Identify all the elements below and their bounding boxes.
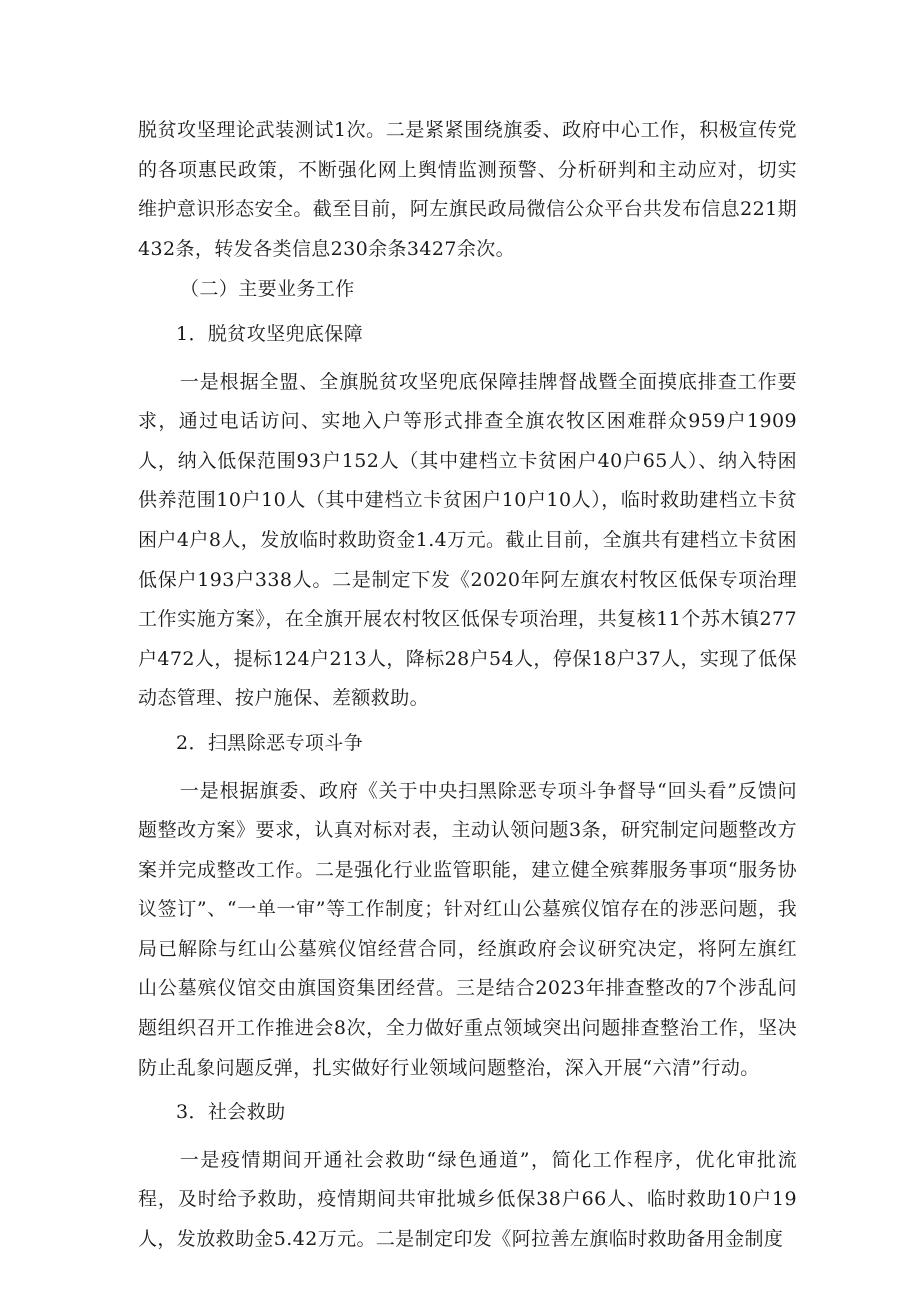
subsection-heading-3: 3．社会救助 (176, 1101, 286, 1124)
section-heading: （二）主要业务工作 (180, 278, 355, 301)
subsection-body-1: 一是根据全盟、全旗脱贫攻坚兜底保障挂牌督战暨全面摸底排查工作要求，通过电话访问、实地入户等形式排查全旗农牧区困难群众959户1909人，纳入低保范围93户152人（其中建档立卡贫困户40户65人）、纳入特困供养范围10户10人（其中建档立卡贫困户10户10人），临时救助建档立卡贫困户4户8人，发放临时救助资金1.4万元。截止目前，全旗共有建档立卡贫困低保户193户338人。二是制定下发《2020年阿左旗农村牧区低保专项治理工作实施方案》，在全旗开展农村牧区低保专项治理，共复核11个苏木镇277户472人，提标124户213人，降标28户54人，停保18户37人，实现了低保动态管理、按户施保、差额救助。 (138, 370, 797, 710)
intro-paragraph: 脱贫攻坚理论武装测试1次。二是紧紧围绕旗委、政府中心工作，积极宣传党的各项惠民政策，不断强化网上舆情监测预警、分析研判和主动应对，切实维护意识形态安全。截至目前，阿左旗民政局微信公众平台共发布信息221期432条，转发各类信息230余条3427余次。 (138, 119, 797, 260)
subsection-heading-2: 2．扫黑除恶专项斗争 (176, 731, 364, 754)
subsection-body-3: 一是疫情期间开通社会救助“绿色通道”，简化工作程序，优化审批流程，及时给予救助，疫情期间共审批城乡低保38户66人、临时救助10户19人，发放救助金5.42万元。二是制定印发《阿拉善左旗临时救助备用金制度 (138, 1148, 797, 1251)
subsection-heading-1: 1．脱贫攻坚兜底保障 (176, 322, 364, 345)
subsection-body-2: 一是根据旗委、政府《关于中央扫黑除恶专项斗争督导“回头看”反馈问题整改方案》要求，认真对标对表，主动认领问题3条，研究制定问题整改方案并完成整改工作。二是强化行业监管职能，建立健全殡葬服务事项“服务协议签订”、“一单一审”等工作制度；针对红山公墓殡仪馆存在的涉恶问题，我局已解除与红山公墓殡仪馆经营合同，经旗政府会议研究决定，将阿左旗红山公墓殡仪馆交由旗国资集团经营。三是结合2023年排查整改的7个涉乱问题组织召开工作推进会8次，全力做好重点领域突出问题排查整治工作，坚决防止乱象问题反弹，扎实做好行业领域问题整治，深入开展“六清”行动。 (138, 779, 797, 1079)
